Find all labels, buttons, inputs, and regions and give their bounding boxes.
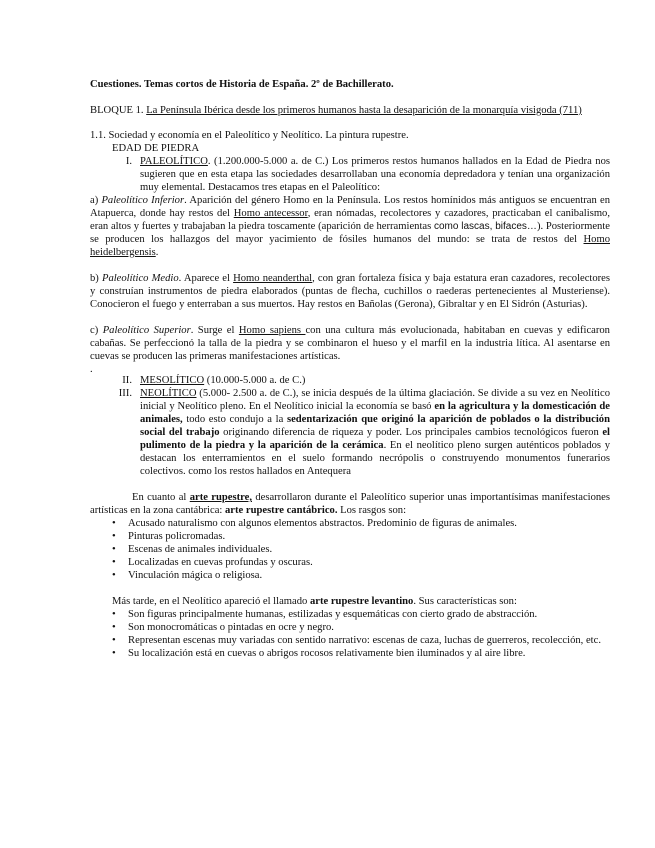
medio-paragraph [90,272,610,311]
list-item-text: Su localización está en cuevas o abrigos rocosos relativamente bien iluminados y al aire libre. [128,648,526,659]
mesolitico-item [90,374,610,387]
section-heading: 1.1. Sociedad y economía en el Paleolítico y Neolítico. La pintura rupestre. [90,130,409,141]
paleolitico-name: PALEOLÍTICO [140,156,208,167]
levantino-t1: Más tarde, en el Neolítico apareció el llamado [112,596,310,607]
bullet-icon: • [112,518,116,529]
list-item [112,569,610,582]
homo-antecessor: Homo antecessor [233,208,308,219]
neolitico-name: NEOLÍTICO [140,388,197,399]
list-item-text: Son figuras principalmente humanas, estilizadas y esquemáticas con cierto grado de abstracción. [128,609,538,620]
inferior-t2: , eran nómadas, recolectores y cazadores, practicaban el canibalismo, eran altos y fuertes y trabajaban la piedra toscamente (aparición de herramientas [90,208,611,232]
inferior-name: Paleolítico Inferior [101,195,185,206]
homo-sapiens: Homo sapiens [238,325,306,336]
bullet-icon: • [112,544,116,555]
inferior-tools: como lascas, bifaces… [433,221,537,232]
neolitico-text [140,387,610,478]
paleolitico-text [140,155,610,194]
levantino-list [90,608,610,660]
list-item [112,634,610,647]
list-item [112,621,610,634]
list-item-text: Son monocromáticas o pintadas en ocre y negro. [128,622,334,633]
list-item [112,647,610,660]
bullet-icon: • [112,648,116,659]
cantabrico-list [90,517,610,582]
paleolitico-item [90,155,610,194]
neolitico-t2: todo esto condujo a la [182,414,287,425]
list-item-text: Pinturas policromadas. [128,531,226,542]
list-item [112,608,610,621]
arte-levantino: arte rupestre levantino [309,596,414,607]
bullet-icon: • [112,557,116,568]
roman-numeral: I. [125,156,132,167]
list-item-text: Acusado naturalismo con algunos elementos abstractos. Predominio de figuras de animales. [128,518,517,529]
neolitico-b2: sedentarización que originó la aparición de poblados o la distribución social del trabajo [140,414,610,438]
arte-rupestre: arte rupestre, [189,492,252,503]
list-item-text: Vinculación mágica o religiosa. [128,570,263,581]
roman-numeral: III. [118,388,132,399]
medio-prefix: b) [90,273,102,284]
superior-t1: . Surge el [190,325,239,336]
levantino-paragraph [90,595,610,608]
list-item [112,556,610,569]
superior-name: Paleolítico Superior [102,325,191,336]
medio-name: Paleolítico Medio [101,273,179,284]
document-title: Cuestiones. Temas cortos de Historia de España. 2º de Bachillerato. [90,79,394,90]
levantino-t2: . Sus características son: [413,596,517,607]
homo-neanderthal: Homo neanderthal [233,273,313,284]
medio-t2: , con gran fortaleza física y baja estatura eran cazadores, recolectores y construían instrumentos de piedra elaborados (puntas de flecha, cuchillos o raederas pertenecientes al Musteriense). Conocieron el fuego y enterraban a sus muertos. Hay restos en Bañolas (Gerona), Gibraltar y en El Sidrón (Asturias). [90,273,611,310]
superior-prefix: c) [90,325,103,336]
superior-paragraph [90,324,610,363]
list-item [112,517,610,530]
neolitico-b3: el pulimento de la piedra y la aparición de la cerámica [140,427,610,451]
inferior-t3: ). Posteriormente se producen los hallazgos del mayor yacimiento de fósiles humanos del mundo: se trata de restos del [90,221,610,245]
neolitico-t1: (5.000- 2.500 a. de C.), se inicia después de la última glaciación. Se divide a su vez en Neolítico inicial y Neolítico pleno. En el Neolítico inicial la economía se basó [140,388,610,412]
neolitico-t3: originando diferencia de riqueza y poder. Los principales cambios tecnológicos fueron [219,427,603,438]
mesolitico-text [140,374,610,387]
bullet-icon: • [112,609,116,620]
bloque-title: La Península Ibérica desde los primeros humanos hasta la desaparición de la monarquía visigoda (711) [146,105,582,116]
list-item-text: Representan escenas muy variadas con sentido narrativo: escenas de caza, luchas de guerreros, recolección, etc. [128,635,601,646]
inferior-prefix: a) [90,195,102,206]
neolitico-t4: . En el neolítico pleno surgen auténticos poblados y destacan los enterramientos en el suelo formando necrópolis o construyendo monumentos funerarios colectivos. como los restos hallados en Antequera [140,440,610,477]
list-item-text: Escenas de animales individuales. [128,544,273,555]
neolitico-b1: en la agricultura y la domesticación de animales, [140,401,610,425]
arte-cantabrico: arte rupestre cantábrico. [225,505,338,516]
mesolitico-name: MESOLÍTICO [140,375,205,386]
list-item-text: Localizadas en cuevas profundas y oscuras. [128,557,313,568]
list-item [112,543,610,556]
arte-t2: desarrollaron durante el Paleolítico superior unas importantísimas manifestaciones artísticas en la zona cantábrica: [90,492,611,516]
list-item [112,530,610,543]
stray-dot: . [90,364,93,375]
inferior-t1: . Aparición del género Homo en la Península. Los restos homínidos más antiguos se encuentran en Atapuerca, donde hay restos del [90,195,610,219]
arte-t3: Los rasgos son: [337,505,407,516]
inferior-t4: . [155,247,159,258]
medio-t1: . Aparece el [178,273,234,284]
bullet-icon: • [112,570,116,581]
arte-t1: En cuanto al [132,492,190,503]
paleolitico-body: . (1.200.000-5.000 a. de C.) Los primeros restos humanos hallados en la Edad de Piedra nos sugieren que en esta etapa las sociedades desarrollaban una economía depredadora y tenían una organización muy elemental. Destacamos tres etapas en el Paleolítico: [140,156,610,193]
bullet-icon: • [112,531,116,542]
bullet-icon: • [112,635,116,646]
roman-numeral: II. [122,375,132,386]
inferior-paragraph [90,194,610,259]
bullet-icon: • [112,622,116,633]
bloque-heading [90,104,610,117]
arte-paragraph [90,491,610,517]
bloque-prefix: BLOQUE 1. [90,105,147,116]
mesolitico-body: (10.000-5.000 a. de C.) [204,375,306,386]
neolitico-item [90,387,610,478]
homo-heidelbergensis: Homo heidelbergensis [90,234,610,258]
superior-t2: con una cultura más evolucionada, habitaban en cuevas y edificaron cabañas. Se perfeccionó la talla de la piedra y se combinaron el hueso y el marfil en la industria lítica. Al asentarse en cuevas se producen las primeras manifestaciones artísticas. [90,325,610,362]
edad-heading: EDAD DE PIEDRA [112,143,200,154]
